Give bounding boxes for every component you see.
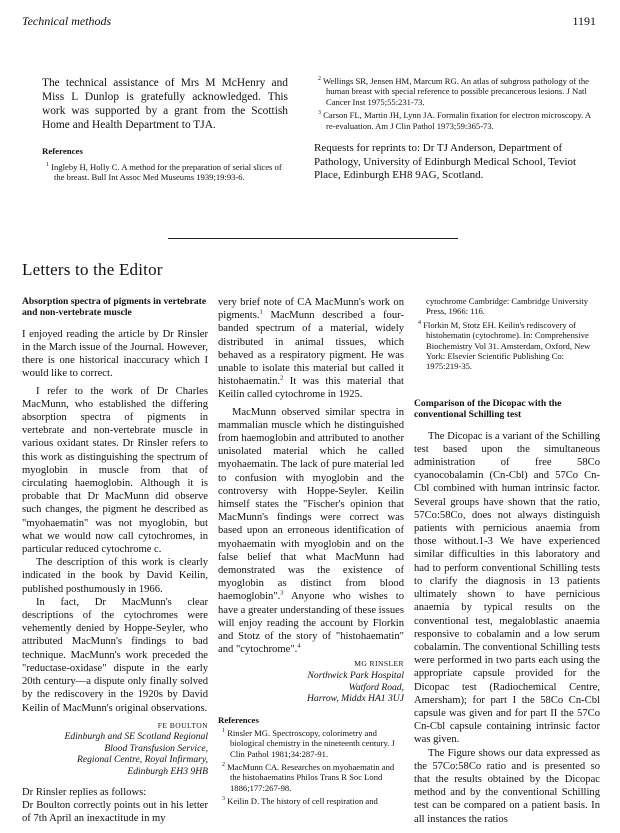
reply-intro: Dr Rinsler replies as follows: <box>22 786 147 798</box>
top-right-column <box>314 76 598 183</box>
reference-item: $^2$ MacMunn CA. Researches on myohaematin and the histohaematins Philos Trans R Soc Lond 1886;177:267-98. <box>222 762 395 793</box>
reply-paragraph: Dr Boulton correctly points out in his letter of 7th April an inexactitude in my <box>22 799 208 825</box>
signature-name: FE BOULTON <box>157 720 208 730</box>
letter-paragraph: I enjoyed reading the article by Dr Rinsler in the March issue of the Journal. However, there is one historical inaccuracy which I would like to correct. <box>22 328 208 380</box>
reference-item: $^3$ Carson FL, Martin JH, Lynn JA. Formalin fixation for electron microscopy. A re-evaluation. Am J Clin Pathol 1973;59:365-73. <box>318 110 591 131</box>
references-heading: References <box>218 714 259 725</box>
letter-paragraph: I refer to the work of Dr Charles MacMunn, who established the differing absorption spectra of pigments in vertebrate and non-vertebrate muscle in various oxidant states. Dr Rinsler refers to this work as distinguishing the spectrum of myoglobin in muscle from that of circulating haemoglobin. Although it is probable that Dr MacMunn did observe such changes, the pigment he described as "myohaematin" was not myoglobin, but what we would now call cytochromes, in particular reduced cytochrome c. <box>22 385 208 556</box>
acknowledgement: The technical assistance of Mrs M McHenry and Miss L Dunlop is gratefully acknowledged. This work was supported by a grant from the Scottish Home and Health Department to TJA. <box>42 77 288 131</box>
reference-item: $^4$ Florkin M, Stotz EH. Keilin's rediscovery of histohematin (cytochrome). In: Comprehensive Biochemistry Vol 31. Amsterdam, Oxford, New York: Elsevier Scientific Publishing Co: 1975:219-35. <box>418 319 591 372</box>
letters-column-3 <box>414 296 600 826</box>
letter-paragraph: In fact, Dr MacMunn's clear descriptions of the cytochromes were vehemently denied by Hoppe-Seyler, who attributed MacMunn's findings to bad technique. MacMunn's work preceded the "reductase-oxidase" dispute in the early 20th century—a dispute only finally solved by the rediscovery in the 1920s by David Keilin of MacMunn's original observations. <box>22 596 208 714</box>
section-title: Letters to the Editor <box>22 260 163 279</box>
reply-paragraph: very brief note of CA MacMunn's work on pigments.$^1$ MacMunn described a four-banded spectrum of a material, widely distributed in animal tissues, which behaved as a respiratory pigment. He was unable to isolate this material but called it histohaematin.$^2$ It was this material that Keilin called cytochrome in 1925. <box>218 297 404 401</box>
reference-item: $^3$ Keilin D. The history of cell respiration and <box>222 796 378 807</box>
letter-paragraph: The Dicopac is a variant of the Schilling test based upon the simultaneous administration of free 58Co cyanocobalamin (Cn-Cbl) and 57Co Cn-Cbl combined with human intrinsic factor. Several groups have shown that the ratio, 57Co:58Co, does not always distinguish patients with pernicious anaemia from those without.1-3 We have experienced similar difficulties in this laboratory and had to perform conventional Schilling tests to clarify the diagnosis in 13 patients ultimately shown to have pernicious anaemia by typical results on the conventional test, megaloblastic anaemia responsive to cobalamin and a low serum cobalamin. The conventional Schilling tests were performed in two parts each using the appropriate capsule provided for the Dicopac test (Radiochemical Centre, Amersham); for part I the 58Co Cn-Cbl capsule was given and for part II the 57Co Cn-Cbl capsule containing intrinsic factor was given. <box>414 430 600 746</box>
article-title: Absorption spectra of pigments in vertebrate and non-vertebrate muscle <box>22 296 207 319</box>
reference-item: cytochrome Cambridge: Cambridge University Press, 1966: 116. <box>426 296 589 317</box>
letter-paragraph: The Figure shows our data expressed as the 57Co:58Co ratio and is presented so that the results obtained by the Dicopac method and by the conventional Schilling test can be compared on a patient basis. In all instances the ratios <box>414 747 600 825</box>
page-number: 1191 <box>572 14 596 28</box>
signature-address: Edinburgh and SE Scotland Regional Blood Transfusion Service, Regional Centre, Royal Infirmary, Edinburgh EH3 9HB <box>64 731 208 778</box>
running-header: Technical methods <box>22 14 112 28</box>
section-divider <box>168 238 458 239</box>
reprint-request: Requests for reprints to: Dr TJ Anderson, Department of Pathology, University of Edinburgh Medical School, Teviot Place, Edinburgh EH8 9AG, Scotland. <box>314 142 577 182</box>
reference-item: $^1$ Ingleby H, Holly C. A method for the preparation of serial slices of the breast. Bull Int Assoc Med Museums 1939;19:93-6. <box>46 162 282 183</box>
article-title: Comparison of the Dicopac with the conventional Schilling test <box>414 397 562 421</box>
signature-address: Northwick Park Hospital Watford Road, Harrow, Middx HA1 3UJ <box>307 670 404 705</box>
signature-name: MG RINSLER <box>354 659 404 669</box>
letters-column-2 <box>218 296 404 810</box>
references-heading: References <box>42 146 83 156</box>
reference-item: $^2$ Wellings SR, Jensen HM, Marcum RG. An atlas of subgross pathology of the human breast with special reference to possible precancerous lesions. J Natl Cancer Inst 1975;55:231-73. <box>318 76 589 107</box>
reply-paragraph: MacMunn observed similar spectra in mammalian muscle which he distinguished from haemoglobin and attributed to another unisolated material which he called myohaematin. The lack of pure material led to confusion with myoglobin and the controversy with Hoppe-Seyler. Keilin himself states the "Fischer's opinion that MacMunn's findings were correct was based upon an erroneous identification of myohaematin with myoglobin and on the false belief that what MacMunn had demonstrated was the existence of myoglobin as distinct from blood haemoglobin".$^3$ Anyone who wishes to have a greater understanding of these issues will enjoy reading the account by Florkin and Stotz of the story of "histohaematin" and "cytochrome".$^4$ <box>218 406 404 656</box>
reference-item: $^1$ Rinsler MG. Spectroscopy, colorimetry and biological chemistry in the nineteenth century. J Clin Pathol 1981;34:287-91. <box>222 727 395 759</box>
letters-column-1 <box>22 296 208 825</box>
letter-paragraph: The description of this work is clearly indicated in the book by David Keilin, published posthumously in 1966. <box>22 557 208 595</box>
top-left-column <box>42 76 288 186</box>
